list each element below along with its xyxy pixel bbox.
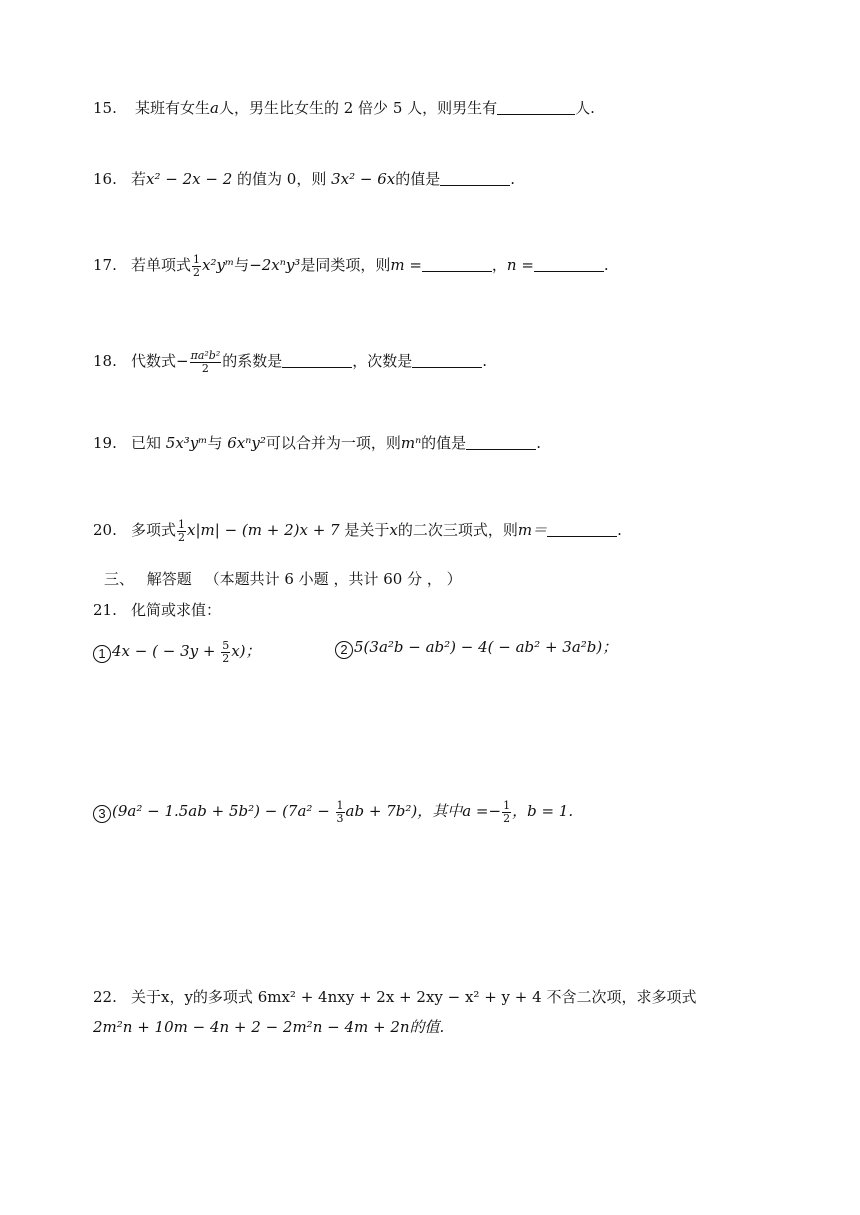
question-number: 15.	[93, 99, 117, 117]
answer-blank-degree[interactable]	[412, 353, 482, 368]
section-title: 解答题	[146, 570, 192, 588]
question-text: 的值为 0，则	[232, 170, 332, 188]
math-expression: n =	[506, 256, 534, 275]
question-text: 是关于	[339, 521, 390, 540]
math-expression: ，b = 1.	[512, 802, 574, 821]
fraction-numerator: 1	[193, 253, 201, 266]
fraction-denominator: 2	[193, 265, 201, 279]
question-text: 已知	[131, 434, 166, 452]
question-number: 17.	[93, 256, 117, 275]
math-expression: mⁿ	[400, 434, 422, 452]
fraction-numerator: 5	[222, 639, 230, 652]
math-var: x	[389, 521, 398, 540]
question-17	[93, 254, 609, 278]
question-number: 19.	[93, 434, 117, 452]
question-19	[93, 435, 541, 451]
math-expression: m =	[390, 256, 422, 275]
fraction	[177, 519, 186, 543]
math-expression: 5(3a²b − ab²) − 4( − ab² + 3a²b)；	[354, 638, 618, 656]
math-expression: 4x − ( − 3y +	[112, 642, 221, 661]
math-expression: 3x² − 6x	[331, 170, 396, 188]
question-text: 与	[234, 256, 250, 275]
fraction-denominator: 2	[503, 811, 511, 825]
question-text: 多项式	[131, 521, 177, 540]
question-text: 某班有女生	[135, 99, 211, 117]
math-expression: ab + 7b²)，其中	[345, 802, 463, 821]
math-var: a	[210, 99, 219, 117]
circled-number-2: 2	[335, 641, 353, 659]
question-text: 若单项式	[131, 256, 192, 275]
math-expression: 2m²n + 10m − 4n + 2 − 2m²n − 4m + 2n的值.	[93, 1018, 445, 1036]
answer-blank[interactable]	[466, 435, 536, 450]
question-21-part-1	[93, 640, 261, 664]
question-text: 人.	[575, 99, 595, 117]
question-number: 20.	[93, 521, 117, 540]
question-18	[93, 350, 487, 374]
section-index: 三、	[104, 570, 135, 588]
math-expression: 5x³yᵐ	[165, 434, 208, 452]
question-text: 与	[207, 434, 228, 452]
question-text: ，次数是	[352, 352, 413, 371]
fraction-numerator: 1	[503, 799, 511, 812]
math-expression: a =−	[462, 802, 502, 821]
question-22	[93, 990, 696, 1005]
question-text: 若	[131, 170, 147, 188]
question-21	[93, 603, 221, 618]
period: .	[482, 352, 488, 371]
math-expression: x)；	[231, 642, 261, 661]
math-expression: (9a² − 1.5ab + 5b²) − (7a² −	[112, 802, 335, 821]
section-note: （本题共计 6 小题 ，共计 60 分 ， ）	[204, 570, 462, 588]
period: .	[617, 521, 622, 540]
answer-blank[interactable]	[440, 171, 510, 186]
fraction-denominator: 2	[178, 530, 186, 544]
math-expression: x² − 2x − 2	[146, 170, 233, 188]
fraction	[502, 800, 511, 824]
question-text: 的二次三项式，则	[397, 521, 518, 540]
question-text: 的值是	[421, 434, 467, 452]
math-expression: 6xⁿy²	[227, 434, 266, 452]
fraction	[336, 800, 345, 824]
fraction-denominator: 2	[201, 361, 209, 375]
question-number: 18.	[93, 352, 117, 371]
period: .	[510, 170, 516, 188]
question-20	[93, 519, 622, 543]
question-21-part-3	[93, 800, 573, 824]
fraction-numerator: 1	[178, 518, 186, 531]
question-number: 16.	[93, 170, 117, 188]
answer-blank[interactable]	[547, 522, 617, 537]
question-16	[93, 171, 515, 187]
minus-sign: −	[176, 352, 189, 371]
math-expression: x|m| − (m + 2)x + 7	[187, 521, 340, 540]
section-heading	[104, 568, 462, 589]
answer-blank-coefficient[interactable]	[282, 353, 352, 368]
question-text: 是同类项，则	[300, 256, 391, 275]
question-text: 可以合并为一项，则	[265, 434, 401, 452]
question-text: 的值是	[395, 170, 441, 188]
separator: ，	[491, 256, 507, 275]
fraction	[221, 640, 230, 664]
answer-blank-n[interactable]	[534, 257, 604, 272]
circled-number-1: 1	[93, 645, 111, 663]
question-number: 22.	[93, 988, 117, 1006]
math-expression: x²yᵐ	[202, 256, 235, 275]
question-text: 化简或求值：	[131, 601, 222, 619]
fraction-denominator: 3	[336, 811, 344, 825]
answer-blank[interactable]	[497, 100, 575, 115]
math-expression: −2xⁿy³	[249, 256, 301, 275]
period: .	[603, 256, 609, 275]
question-22-line-2	[93, 1020, 444, 1035]
question-15	[93, 100, 595, 116]
fraction	[190, 350, 222, 374]
math-expression: m＝	[517, 521, 548, 540]
question-text: 代数式	[131, 352, 177, 371]
fraction-numerator: πa²b²	[190, 349, 221, 362]
fraction-numerator: 1	[336, 799, 344, 812]
period: .	[536, 434, 541, 452]
fraction	[192, 254, 201, 278]
question-number: 21.	[93, 601, 117, 619]
circled-number-3: 3	[93, 805, 111, 823]
question-text: 人，男生比女生的 2 倍少 5 人，则男生有	[218, 99, 498, 117]
fraction-denominator: 2	[222, 651, 230, 665]
question-text: 关于x，y的多项式 6mx² + 4nxy + 2x + 2xy − x² + y + 4 不含二次项，求多项式	[131, 988, 697, 1006]
answer-blank-m[interactable]	[422, 257, 492, 272]
question-text: 的系数是	[222, 352, 283, 371]
question-21-part-2	[335, 640, 617, 659]
